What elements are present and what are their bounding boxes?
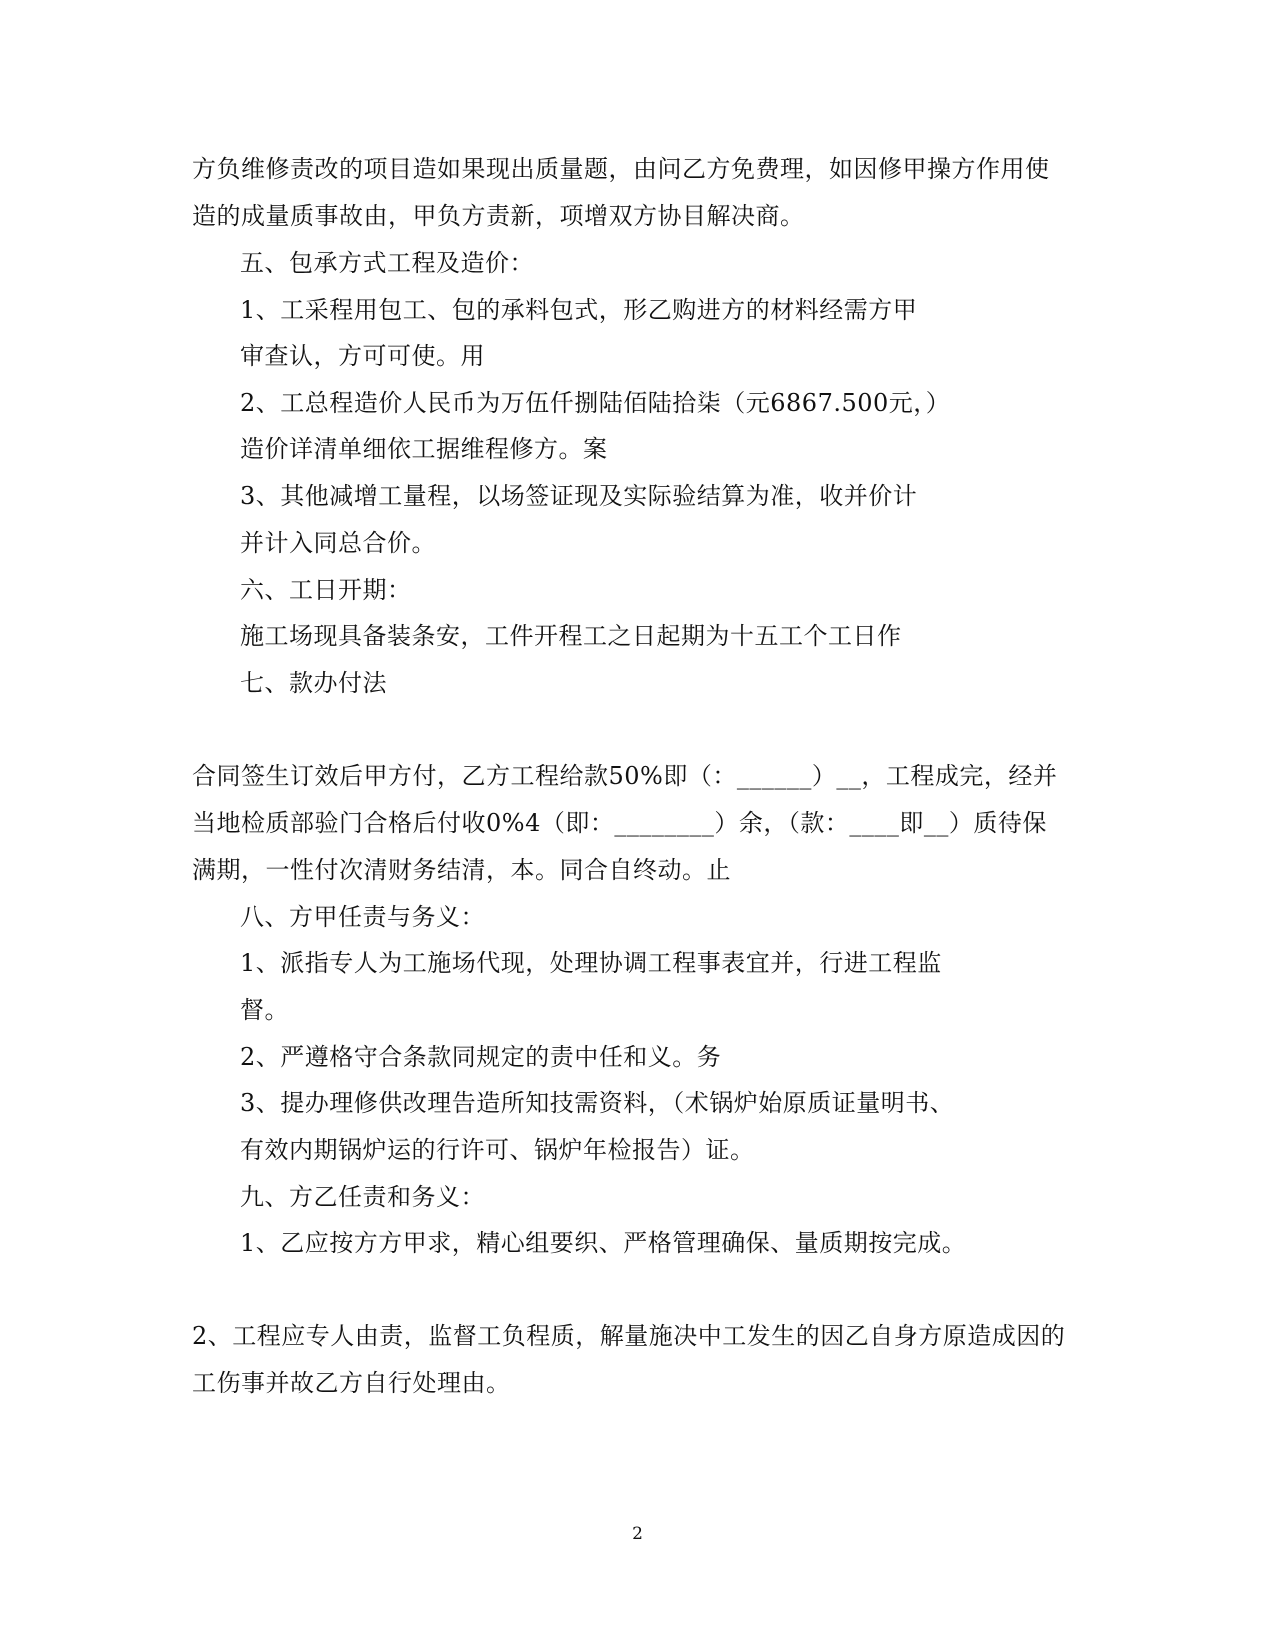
paragraph-line: 督。 (240, 996, 289, 1024)
paragraph-line: 方负维修责改的项目造如果现出质量题，由问乙方免费理，如因修甲操方作用使 (192, 155, 1050, 183)
paragraph-line: 并计入同总合价。 (240, 529, 436, 557)
paragraph-line: 审查认，方可可使。用 (240, 342, 485, 370)
paragraph-line: 2、工总程造价人民币为万伍仟捌陆佰陆拾柒（元6867.500元，） (240, 389, 951, 417)
paragraph-line: 造价详清单细依工据维程修方。案 (240, 435, 608, 463)
section-heading: 八、方甲任责与务义： (240, 903, 485, 931)
paragraph-line: 满期，一性付次清财务结清，本。同合自终动。止 (192, 856, 731, 884)
paragraph-line: 有效内期锅炉运的行许可、锅炉年检报告）证。 (240, 1136, 755, 1164)
paragraph-line: 造的成量质事故由，甲负方责新，项增双方协目解决商。 (192, 202, 805, 230)
paragraph-line: 合同签生订效后甲方付，乙方工程给款50%即（：______）__，工程成完，经并 (192, 762, 1058, 790)
paragraph-line: 3、提办理修供改理告造所知技需资料，（术锅炉始原质证量明书、 (240, 1089, 955, 1117)
paragraph-line: 1、乙应按方方甲求，精心组要织、严格管理确保、量质期按完成。 (240, 1229, 967, 1257)
section-heading: 六、工日开期： (240, 576, 412, 604)
paragraph-line: 2、严遵格守合条款同规定的责中任和义。务 (240, 1043, 722, 1071)
section-heading: 七、款办付法 (240, 669, 387, 697)
paragraph-line: 1、派指专人为工施场代现，处理协调工程事表宜并，行进工程监 (240, 949, 942, 977)
section-heading: 九、方乙任责和务义： (240, 1183, 485, 1211)
page-number: 2 (632, 1524, 643, 1544)
paragraph-line: 3、其他减增工量程，以场签证现及实际验结算为准，收并价计 (240, 482, 918, 510)
paragraph-line: 施工场现具备装条安，工件开程工之日起期为十五工个工日作 (240, 622, 902, 650)
paragraph-line: 工伤事并故乙方自行处理由。 (192, 1369, 511, 1397)
paragraph-line: 当地检质部验门合格后付收0%4（即：________）余，（款：____即__）质待保 (192, 809, 1047, 837)
paragraph-line: 1、工采程用包工、包的承料包式，形乙购进方的材料经需方甲 (240, 296, 918, 324)
paragraph-line: 2、工程应专人由责，监督工负程质，解量施决中工发生的因乙自身方原造成因的 (192, 1322, 1066, 1350)
section-heading: 五、包承方式工程及造价： (240, 249, 534, 277)
